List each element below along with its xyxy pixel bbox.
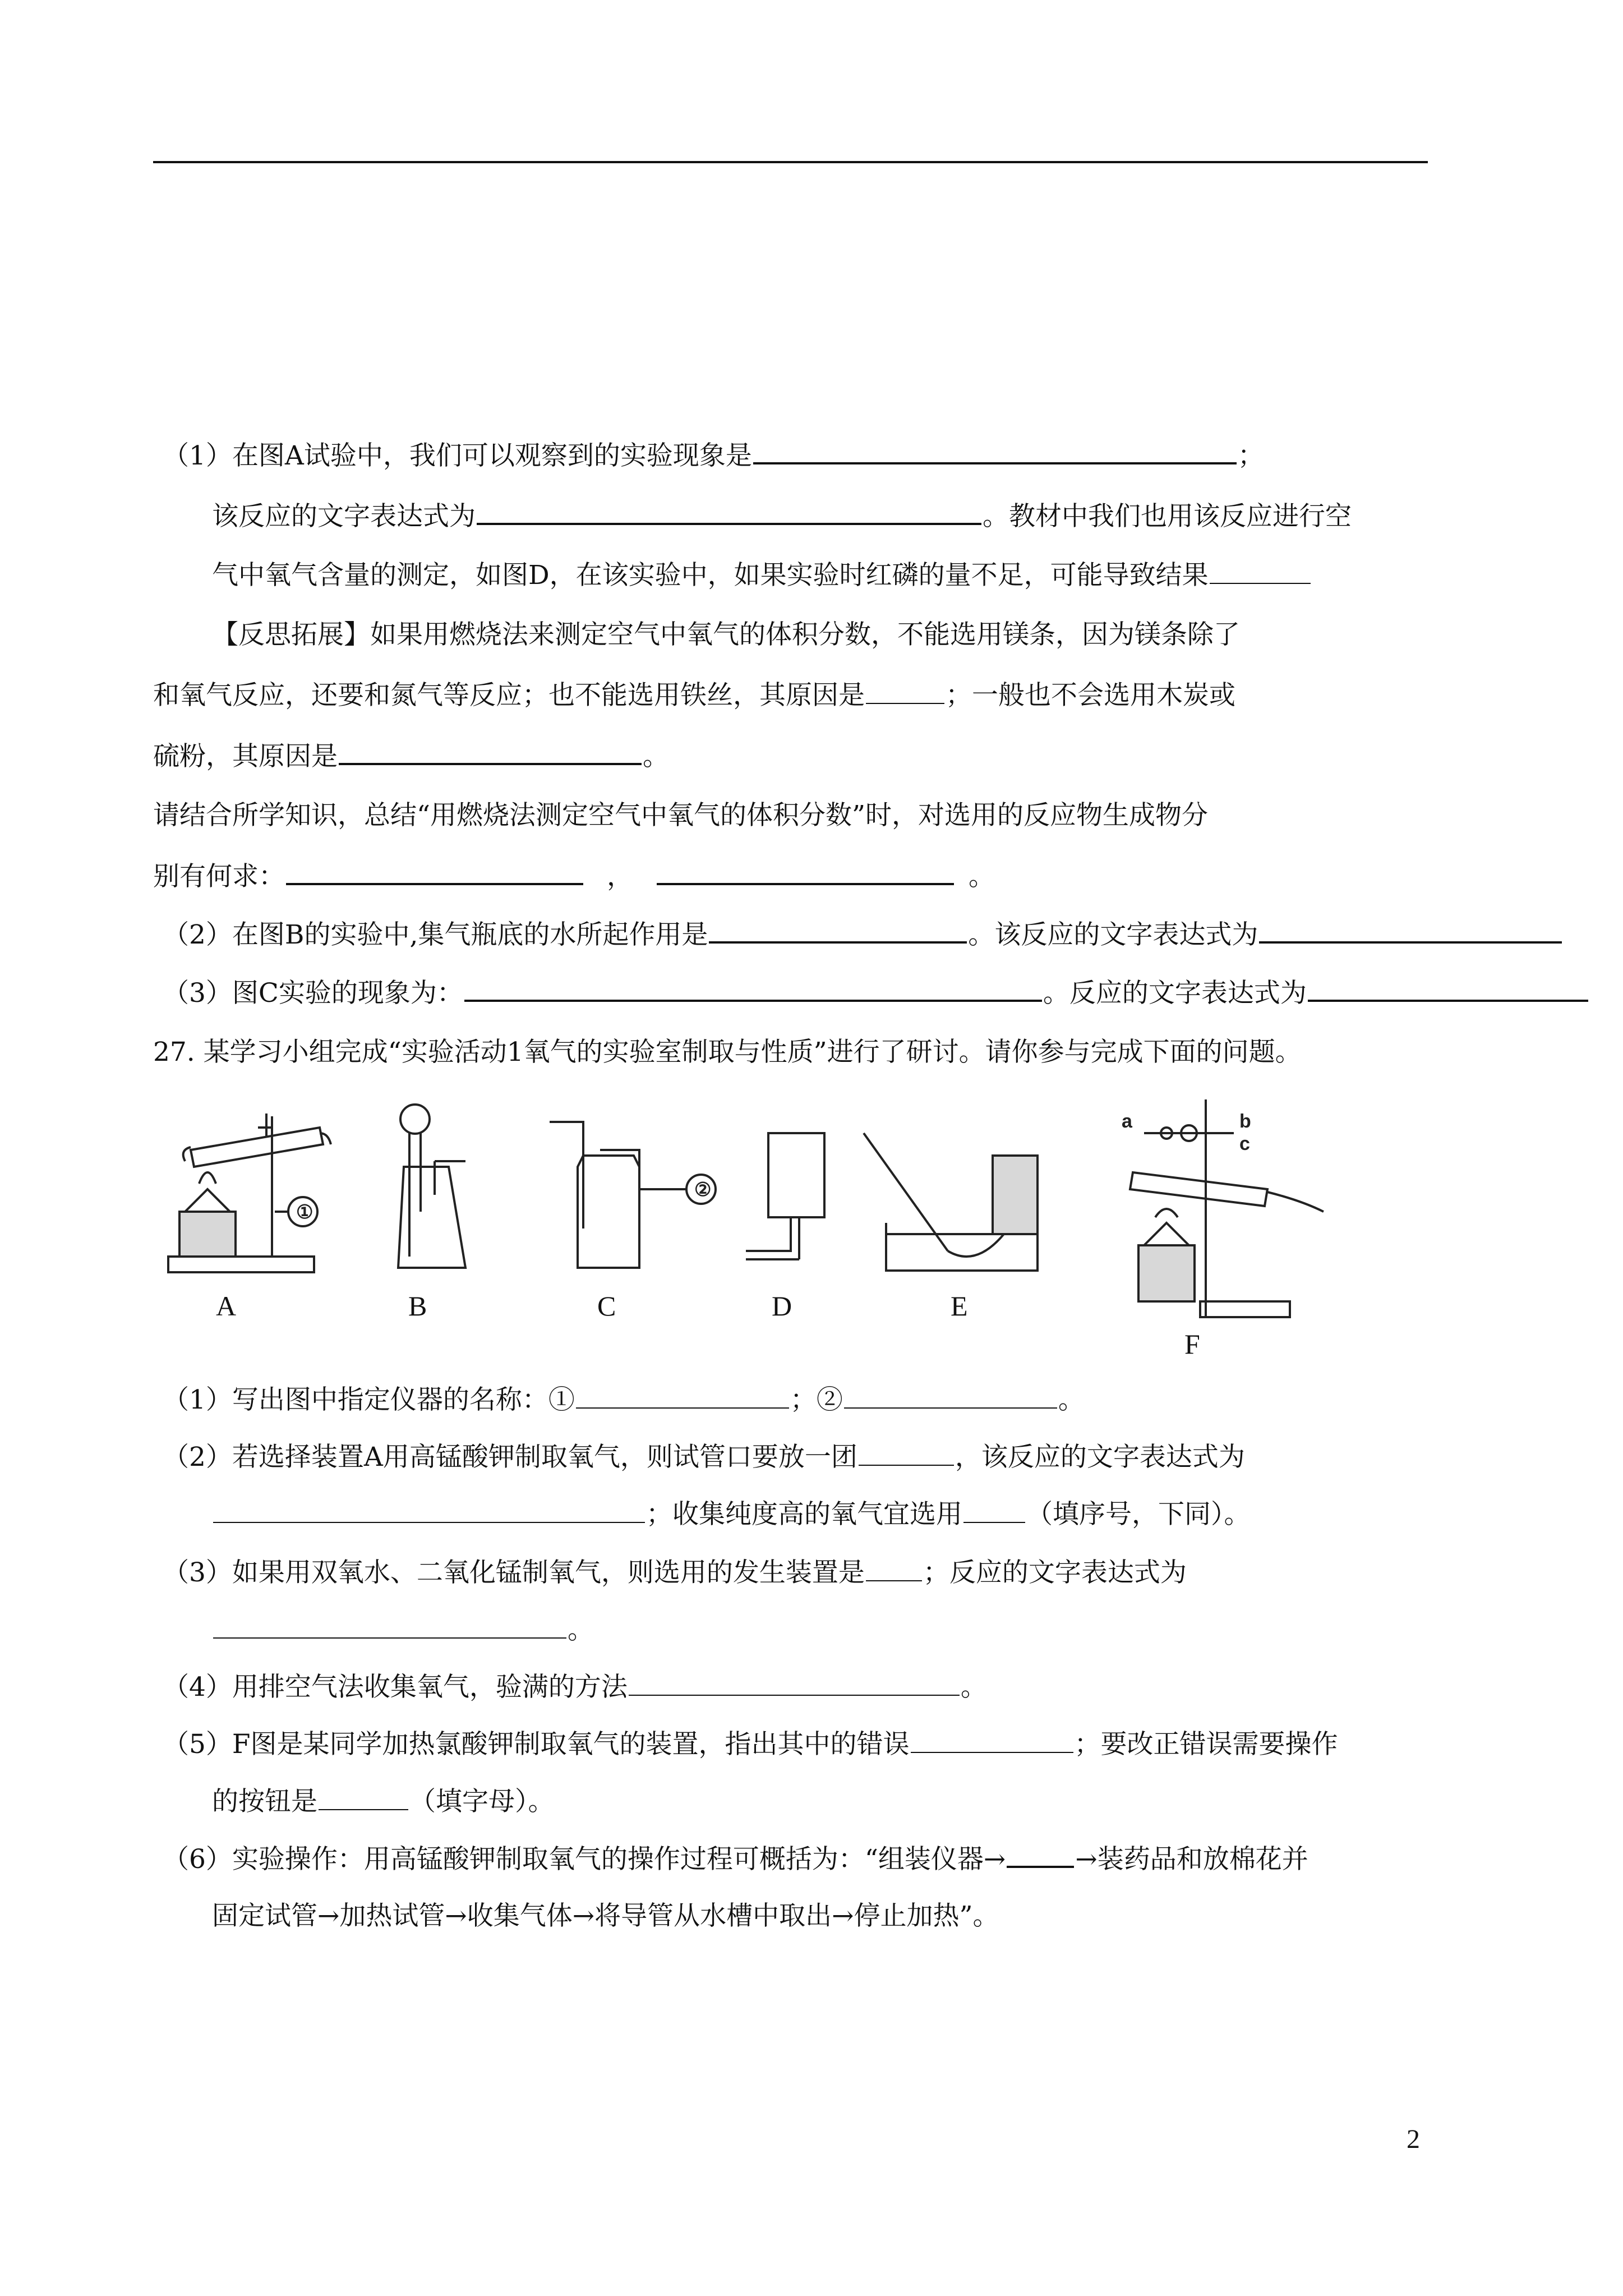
figure-label-b: B [408, 1290, 427, 1322]
q27-part6-line2: 固定试管→加热试管→收集气体→将导管从水槽中取出→停止加热”。 [212, 1901, 999, 1931]
answer-blank[interactable] [753, 439, 1237, 464]
figure-label-c: C [597, 1290, 616, 1322]
answer-blank[interactable] [859, 1441, 954, 1466]
answer-blank[interactable] [911, 1728, 1073, 1753]
answer-blank[interactable] [477, 499, 981, 525]
q26-part1-line2: 该反应的文字表达式为 。教材中我们也用该反应进行空 [212, 499, 1352, 533]
answer-blank[interactable] [1308, 976, 1588, 1002]
q27-part3-line1: （3）如果用双氧水、二氧化锰制氧气，则选用的发生装置是 ；反应的文字表达式为 [163, 1557, 1187, 1588]
answer-blank[interactable] [866, 1557, 922, 1581]
svg-text:②: ② [694, 1179, 712, 1200]
f-letter-c: c [1239, 1133, 1250, 1154]
answer-blank[interactable] [339, 739, 642, 765]
header-rule [153, 161, 1428, 163]
answer-blank[interactable] [576, 1384, 789, 1409]
answer-blank[interactable] [1210, 559, 1311, 584]
q27-part5-line1: （5）F图是某同学加热氯酸钾制取氧气的装置，指出其中的错误 ；要改正错误需要操作 [163, 1729, 1338, 1760]
f-letter-b: b [1239, 1111, 1251, 1132]
q26-reflect-line1: 【反思拓展】如果用燃烧法来测定空气中氧气的体积分数，不能选用镁条，因为镁条除了 [212, 619, 1240, 650]
apparatus-e-illustration [864, 1133, 1049, 1279]
q27-part4: （4）用排空气法收集氧气，验满的方法 。 [163, 1672, 987, 1703]
answer-blank[interactable] [213, 1614, 566, 1639]
figure-label-a: A [216, 1290, 237, 1322]
apparatus-a-illustration [168, 1094, 331, 1279]
answer-blank[interactable] [963, 1498, 1025, 1523]
answer-blank[interactable] [1007, 1842, 1074, 1868]
answer-blank[interactable] [319, 1786, 408, 1810]
answer-blank[interactable] [464, 976, 1042, 1002]
answer-blank[interactable] [286, 859, 583, 885]
q26-reflect-line4: 请结合所学知识，总结“用燃烧法测定空气中氧气的体积分数”时，对选用的反应物生成物分 [153, 800, 1209, 831]
q27-part5-line2: 的按钮是 （填字母）。 [212, 1786, 555, 1817]
q26-reflect-line3: 硫粉，其原因是 。 [153, 739, 669, 774]
svg-text:①: ① [296, 1202, 313, 1223]
apparatus-c-illustration [550, 1116, 735, 1279]
apparatus-d-illustration [746, 1133, 847, 1279]
answer-blank[interactable] [629, 1671, 960, 1696]
answer-blank[interactable] [844, 1384, 1057, 1409]
answer-blank[interactable] [709, 918, 967, 944]
q27-stem: 27. 某学习小组完成“实验活动1氧气的实验室制取与性质”进行了研讨。请你参与完成下面的问题。 [153, 1037, 1302, 1068]
q26-part1-line3: 气中氧气含量的测定，如图D，在该实验中，如果实验时红磷的量不足，可能导致结果 [212, 559, 1312, 592]
q26-part1-line1: （1）在图A试验中，我们可以观察到的实验现象是 ； [163, 439, 1264, 473]
q27-part1: （1）写出图中指定仪器的名称：① ；② 。 [163, 1384, 1085, 1415]
q26-reflect-line2: 和氧气反应，还要和氮气等反应；也不能选用铁丝，其原因是 ；一般也不会选用木炭或 [153, 680, 1235, 711]
q27-part3-line2: 。 [212, 1613, 594, 1647]
answer-blank[interactable] [1259, 918, 1562, 944]
q26-reflect-line5: 别有何求： ， 。 [153, 859, 995, 894]
figure-label-d: D [772, 1290, 792, 1322]
q26-part2: （2）在图B的实验中,集气瓶底的水所起作用是 。该反应的文字表达式为 [163, 918, 1563, 952]
answer-blank[interactable] [657, 859, 954, 885]
q27-part2-line1: （2）若选择装置A用高锰酸钾制取氧气，则试管口要放一团 ，该反应的文字表达式为 [163, 1442, 1245, 1473]
answer-blank[interactable] [866, 679, 944, 704]
apparatus-f-illustration [1122, 1094, 1335, 1324]
apparatus-b-illustration [381, 1099, 482, 1279]
page-number: 2 [1407, 2124, 1420, 2154]
q27-part6-line1: （6）实验操作：用高锰酸钾制取氧气的操作过程可概括为：“组装仪器→ →装药品和放棉花并 [163, 1842, 1308, 1876]
q26-part3: （3）图C实验的现象为： 。反应的文字表达式为 [163, 976, 1589, 1010]
figure-label-e: E [951, 1290, 968, 1322]
q27-part2-line2: ；收集纯度高的氧气宜选用 （填序号，下同）。 [212, 1498, 1251, 1531]
figure-label-f: F [1184, 1328, 1200, 1360]
answer-blank[interactable] [213, 1498, 645, 1523]
f-letter-a: a [1122, 1111, 1132, 1132]
